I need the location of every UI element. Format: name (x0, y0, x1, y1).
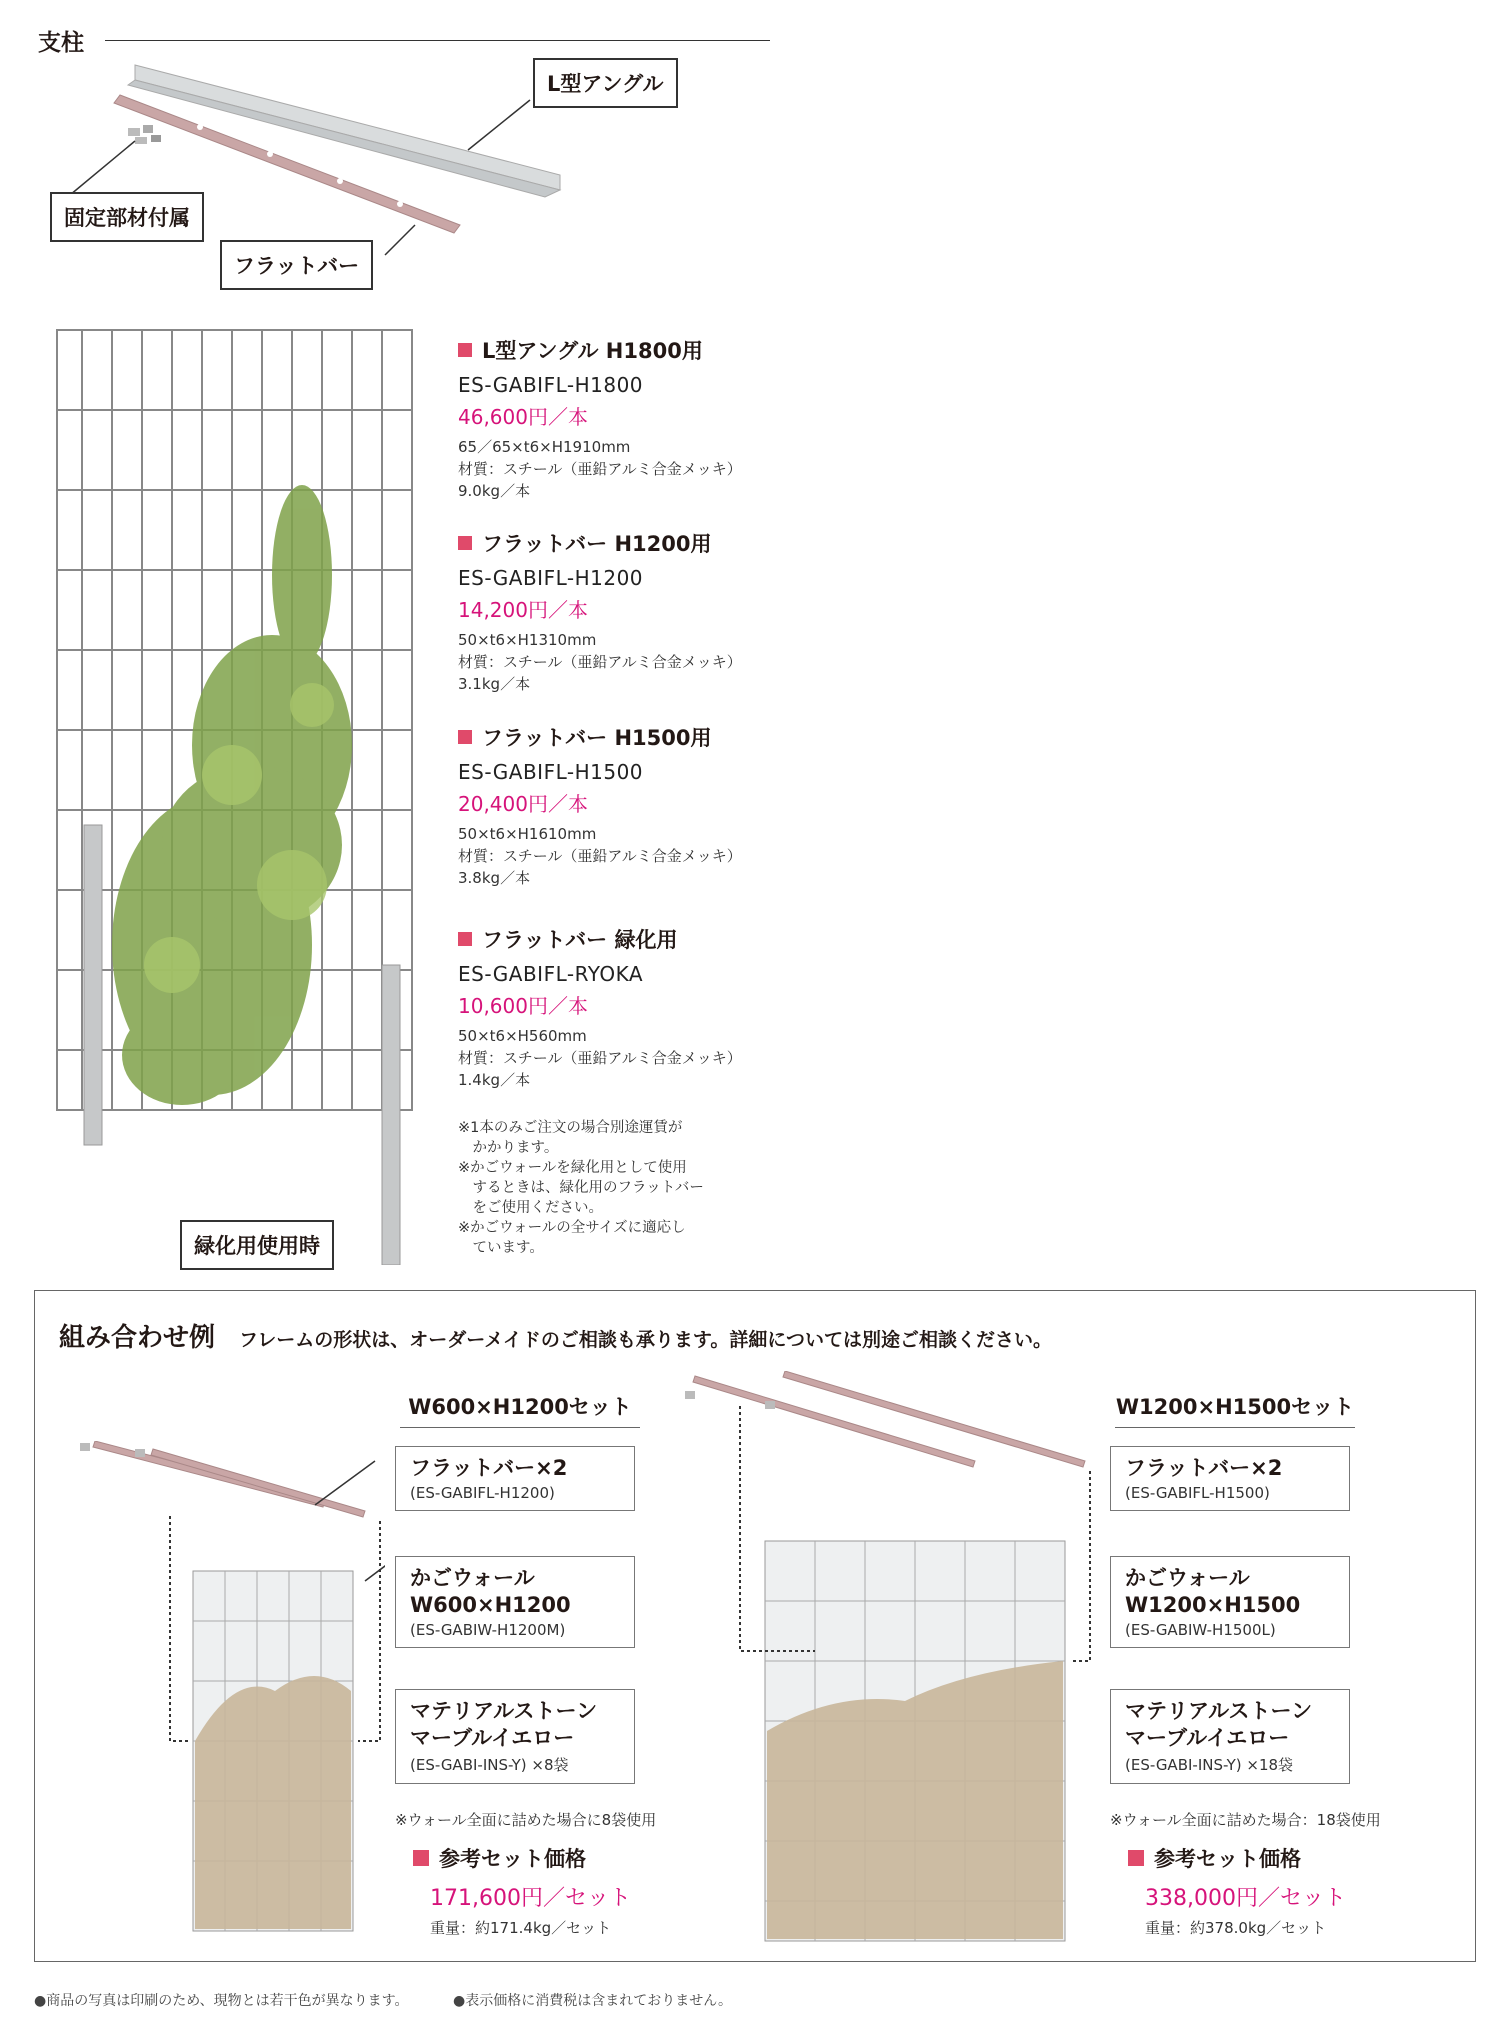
bullet-square-icon (458, 932, 472, 946)
set1-flatbar-code: (ES-GABIFL-H1200) (410, 1484, 555, 1502)
set1-flatbar-box (395, 1446, 635, 1511)
set1-weight: 重量：約171.4kg／セット (430, 1919, 612, 1937)
footer-notes (34, 1990, 772, 2010)
product-size: 65／65×t6×H1910mm (458, 438, 631, 456)
product-item (458, 722, 858, 889)
product-price: 10,600円／本 (458, 994, 588, 1018)
set2-stone-box (1110, 1689, 1350, 1784)
combination-panel (34, 1290, 1476, 1962)
set2-stone-code: (ES-GABI-INS-Y) ×18袋 (1125, 1756, 1294, 1774)
set2-illustration (685, 1371, 1125, 1951)
product-name: フラットバー 緑化用 (482, 928, 678, 952)
set2-wall-code: (ES-GABIW-H1500L) (1125, 1621, 1276, 1639)
combo-title: 組み合わせ例 (59, 1323, 216, 1353)
product-material: 材質：スチール（亜鉛アルミ合金メッキ） (458, 460, 742, 478)
set1-stone-name: マテリアルストーン (410, 1699, 598, 1723)
product-code: ES-GABIFL-H1500 (458, 760, 644, 784)
set2-weight: 重量：約378.0kg／セット (1145, 1919, 1327, 1937)
set2-stone-color: マーブルイエロー (1125, 1726, 1290, 1750)
product-material: 材質：スチール（亜鉛アルミ合金メッキ） (458, 653, 742, 671)
product-price: 14,200円／本 (458, 598, 588, 622)
bullet-square-icon (413, 1850, 429, 1866)
set1-wall-code: (ES-GABIW-H1200M) (410, 1621, 566, 1639)
set1-stone-box (395, 1689, 635, 1784)
product-size: 50×t6×H1610mm (458, 825, 597, 843)
set2-wall-name: かごウォール (1125, 1566, 1250, 1590)
combo-subtitle: フレームの形状は、オーダーメイドのご相談も承ります。詳細については別途ご相談ください。 (239, 1329, 1053, 1351)
product-name: L型アングル H1800用 (482, 339, 703, 363)
set2-note: ※ウォール全面に詰めた場合：18袋使用 (1110, 1811, 1381, 1829)
label-l-angle: L型アングル (533, 58, 678, 108)
set2-price-head: 参考セット価格 (1154, 1847, 1301, 1871)
product-weight: 1.4kg／本 (458, 1071, 531, 1089)
notes (458, 1118, 758, 1258)
product-material: 材質：スチール（亜鉛アルミ合金メッキ） (458, 1049, 742, 1067)
set2-title: W1200×H1500セット (1115, 1391, 1355, 1428)
set2-price: 338,000円／セット (1145, 1886, 1346, 1911)
product-code: ES-GABIFL-H1800 (458, 373, 644, 397)
footer-note: ●表示価格に消費税は含まれておりません。 (453, 1993, 733, 2009)
note-line: ています。 (458, 1240, 544, 1256)
set1-illustration (75, 1441, 385, 1941)
label-fixing: 固定部材付属 (50, 192, 204, 242)
title-rule (105, 40, 770, 41)
product-size: 50×t6×H1310mm (458, 631, 597, 649)
bullet-square-icon (458, 343, 472, 357)
set1-wall-name: かごウォール (410, 1566, 535, 1590)
product-code: ES-GABIFL-H1200 (458, 566, 644, 590)
product-item (458, 528, 858, 695)
product-name: フラットバー H1500用 (482, 726, 712, 750)
set1-price-head: 参考セット価格 (439, 1847, 586, 1871)
greening-cage-illustration (52, 325, 422, 1265)
product-weight: 3.1kg／本 (458, 675, 531, 693)
set2-flatbar-code: (ES-GABIFL-H1500) (1125, 1484, 1270, 1502)
product-code: ES-GABIFL-RYOKA (458, 962, 644, 986)
set1-note: ※ウォール全面に詰めた場合に8袋使用 (395, 1811, 657, 1829)
bullet-square-icon (458, 730, 472, 744)
set1-flatbar-name: フラットバー×2 (410, 1456, 568, 1480)
set1-wall-box (395, 1556, 635, 1648)
bullet-square-icon (458, 536, 472, 550)
product-item (458, 335, 858, 502)
product-price: 46,600円／本 (458, 405, 588, 429)
product-weight: 3.8kg／本 (458, 869, 531, 887)
product-weight: 9.0kg／本 (458, 482, 531, 500)
set2-flatbar-box (1110, 1446, 1350, 1511)
note-line: かかります。 (458, 1140, 559, 1156)
footer-note: ●商品の写真は印刷のため、現物とは若干色が異なります。 (34, 1993, 409, 2009)
set2-wall-box (1110, 1556, 1350, 1648)
product-name: フラットバー H1200用 (482, 532, 712, 556)
set1-stone-color: マーブルイエロー (410, 1726, 575, 1750)
product-item (458, 924, 858, 1091)
note-line: をご使用ください。 (458, 1200, 603, 1216)
section-title: 支柱 (38, 30, 84, 56)
note-line: ※かごウォールの全サイズに適応し (458, 1220, 686, 1236)
label-flat-bar: フラットバー (220, 240, 373, 290)
product-size: 50×t6×H560mm (458, 1027, 587, 1045)
set1-price: 171,600円／セット (430, 1886, 631, 1911)
set2-wall-size: W1200×H1500 (1125, 1593, 1301, 1617)
set1-wall-size: W600×H1200 (410, 1593, 571, 1617)
set2-stone-name: マテリアルストーン (1125, 1699, 1313, 1723)
set2-flatbar-name: フラットバー×2 (1125, 1456, 1283, 1480)
product-material: 材質：スチール（亜鉛アルミ合金メッキ） (458, 847, 742, 865)
set1-title: W600×H1200セット (400, 1391, 640, 1428)
note-line: ※かごウォールを緑化用として使用 (458, 1160, 687, 1176)
note-line: するときは、緑化用のフラットバー (458, 1180, 704, 1196)
note-line: ※1本のみご注文の場合別途運賃が (458, 1120, 683, 1136)
label-greening: 緑化用使用時 (180, 1220, 334, 1270)
product-price: 20,400円／本 (458, 792, 588, 816)
bullet-square-icon (1128, 1850, 1144, 1866)
set1-stone-code: (ES-GABI-INS-Y) ×8袋 (410, 1756, 569, 1774)
